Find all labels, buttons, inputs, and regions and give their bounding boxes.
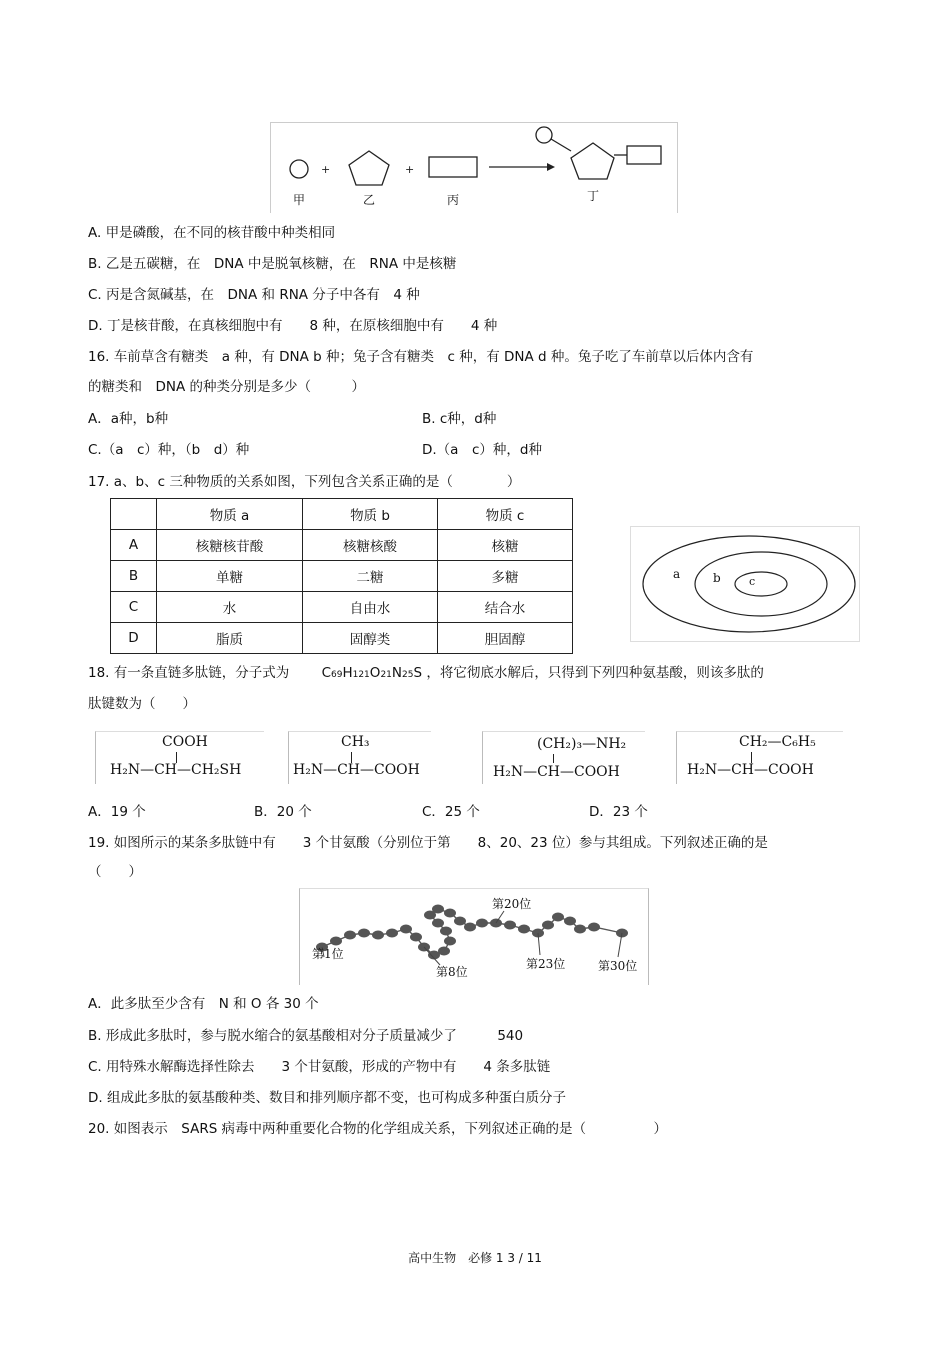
amino-acid-bead — [432, 905, 444, 914]
table-row — [111, 592, 573, 623]
nested-ellipse-diagram — [631, 527, 859, 641]
molecular-formula — [322, 665, 427, 681]
polypeptide-figure — [299, 888, 649, 985]
table-cell: 脂质 — [157, 623, 303, 654]
q17-stem: 17. a、b、c 三种物质的关系如图，下列包含关系正确的是（ ） — [88, 474, 521, 490]
q18-stem-pre: 18. 有一条直链多肽链，分子式为 — [88, 665, 290, 681]
amino-acid-bead — [518, 925, 530, 934]
chain-label-pos30: 第30位 — [598, 959, 638, 973]
formula-element: H — [342, 665, 353, 681]
table-header-cell: 物质 b — [303, 499, 438, 530]
nucleotide-figure — [270, 122, 678, 213]
table-cell: 核糖核酸 — [303, 530, 438, 561]
table-row — [111, 530, 573, 561]
amino-acid-bead — [552, 913, 564, 922]
amino-acid-bead — [386, 929, 398, 938]
formula-element: S — [413, 665, 423, 681]
chain-label-pos8: 第8位 — [436, 965, 468, 979]
table-cell: 水 — [157, 592, 303, 623]
formula-count: 121 — [352, 670, 370, 680]
q18-stem-line2: 肽键数为（ ） — [88, 696, 196, 712]
polypeptide-chain — [300, 889, 648, 985]
amino-acid-cysteine — [95, 731, 264, 784]
amino-acid-phenylalanine — [676, 731, 843, 784]
q18-option-c: C．25 个 — [422, 804, 480, 820]
table-row — [111, 623, 573, 654]
formula-element: C — [321, 665, 331, 681]
q19-option-b: B. 形成此多肽时，参与脱水缩合的氨基酸相对分子质量减少了 540 — [88, 1028, 524, 1044]
amino-acid-bead — [574, 925, 586, 934]
amino-acid-bead — [400, 925, 412, 934]
table-row — [111, 561, 573, 592]
q15-option-c: C. 丙是含氮碱基，在 DNA 和 RNA 分子中各有 4 种 — [88, 287, 420, 303]
chain-label-pos20: 第20位 — [492, 897, 532, 911]
table-cell: 二糖 — [303, 561, 438, 592]
amino-acid-bead — [542, 921, 554, 930]
q19-stem-line1: 19. 如图所示的某条多肽链中有 3 个甘氨酸（分别位于第 8、20、23 位）参与其组成。下列叙述正确的是 — [88, 835, 768, 851]
amino-acid-bottom: H₂N—CH—COOH — [293, 762, 420, 778]
q19-option-d: D. 组成此多肽的氨基酸种类、数目和排列顺序都不变，也可构成多种蛋白质分子 — [88, 1090, 566, 1106]
nucleotide-diagram — [271, 123, 677, 213]
svg-text:+: + — [321, 163, 331, 176]
nested-ellipse-figure — [630, 526, 860, 642]
amino-acid-bead — [344, 931, 356, 940]
table-cell: B — [111, 561, 157, 592]
amino-acid-bottom: H₂N—CH—CH₂SH — [110, 762, 242, 778]
svg-text:+: + — [405, 163, 415, 176]
table-header-cell: 物质 c — [438, 499, 573, 530]
q15-option-d: D. 丁是核苷酸，在真核细胞中有 8 种，在原核细胞中有 4 种 — [88, 318, 498, 334]
q16-option-a: A．a种，b种 — [88, 411, 169, 427]
amino-acid-top: CH₂—C₆H₅ — [739, 734, 816, 750]
chain-label-pos23: 第23位 — [526, 957, 566, 971]
amino-acid-top: (CH₂)₃—NH₂ — [537, 736, 627, 752]
amino-acid-top: CH₃ — [341, 734, 370, 750]
ellipse-label-c: c — [749, 575, 756, 588]
table-header-cell — [111, 499, 157, 530]
amino-acid-bead — [432, 919, 444, 928]
label-jia: 甲 — [293, 193, 306, 207]
amino-acid-bead — [504, 921, 516, 930]
amino-acid-bead — [438, 947, 450, 956]
page-footer: 高中生物 必修 1 3 / 11 — [408, 1251, 542, 1265]
table-cell: 核糖 — [438, 530, 573, 561]
amino-acid-bead — [372, 931, 384, 940]
formula-count: 21 — [380, 670, 392, 680]
table-cell: 核糖核苷酸 — [157, 530, 303, 561]
q16-stem-line2: 的糖类和 DNA 的种类分别是多少（ ） — [88, 379, 366, 395]
formula-count: 25 — [402, 670, 414, 680]
formula-count: 69 — [331, 670, 343, 680]
amino-acid-bead — [410, 933, 422, 942]
amino-acid-bead — [476, 919, 488, 928]
ellipse-label-a: a — [673, 567, 681, 581]
label-ding: 丁 — [587, 189, 600, 203]
bond-vertical — [553, 754, 554, 763]
q15-option-b: B. 乙是五碳糖，在 DNA 中是脱氧核糖，在 RNA 中是核糖 — [88, 256, 457, 272]
q18-option-d: D．23 个 — [589, 804, 648, 820]
q18-stem-post: ，将它彻底水解后，只得到下列四种氨基酸，则该多肽的 — [426, 665, 764, 681]
q18-option-a: A．19 个 — [88, 804, 146, 820]
q19-stem-line2: （ ） — [88, 864, 142, 880]
q18-stem-line1 — [88, 663, 764, 685]
table-cell: 胆固醇 — [438, 623, 573, 654]
table-cell: 结合水 — [438, 592, 573, 623]
q16-option-b: B. c种，d种 — [422, 411, 497, 427]
amino-acid-bead — [564, 917, 576, 926]
amino-acid-bead — [444, 909, 456, 918]
table-cell: C — [111, 592, 157, 623]
q15-option-a: A. 甲是磷酸，在不同的核苷酸中种类相同 — [88, 225, 336, 241]
chain-label-pos1: 第1位 — [312, 947, 344, 961]
table-cell: A — [111, 530, 157, 561]
table-header-cell: 物质 a — [157, 499, 303, 530]
formula-element: O — [369, 665, 381, 681]
amino-acid-bead — [454, 917, 466, 926]
label-bing: 丙 — [447, 193, 460, 207]
amino-acid-top: COOH — [162, 734, 208, 750]
ellipse-label-b: b — [713, 571, 721, 585]
amino-acid-bead — [588, 923, 600, 932]
amino-acid-alanine — [288, 731, 431, 784]
table-cell: 自由水 — [303, 592, 438, 623]
table-cell: D — [111, 623, 157, 654]
table-cell: 多糖 — [438, 561, 573, 592]
q19-option-a: A．此多肽至少含有 N 和 O 各 30 个 — [88, 996, 319, 1012]
q18-option-b: B．20 个 — [254, 804, 312, 820]
amino-acid-bottom: H₂N—CH—COOH — [493, 764, 620, 780]
table-header-row — [111, 499, 573, 530]
amino-acid-bead — [440, 927, 452, 936]
q17-table — [110, 498, 573, 654]
q16-stem-line1: 16. 车前草含有糖类 a 种，有 DNA b 种；兔子含有糖类 c 种，有 DNA d 种。兔子吃了车前草以后体内含有 — [88, 349, 754, 365]
q16-option-c: C.（a c）种，（b d）种 — [88, 442, 250, 458]
q16-option-d: D.（a c）种，d种 — [422, 442, 542, 458]
table-cell: 单糖 — [157, 561, 303, 592]
amino-acid-bead — [358, 929, 370, 938]
table-cell: 固醇类 — [303, 623, 438, 654]
label-yi: 乙 — [363, 193, 376, 207]
amino-acid-bottom: H₂N—CH—COOH — [687, 762, 814, 778]
q19-option-c: C. 用特殊水解酶选择性除去 3 个甘氨酸，形成的产物中有 4 条多肽链 — [88, 1059, 551, 1075]
q20-stem: 20. 如图表示 SARS 病毒中两种重要化合物的化学组成关系，下列叙述正确的是（ ） — [88, 1121, 668, 1137]
amino-acid-lysine — [482, 731, 645, 784]
amino-acid-bead — [464, 923, 476, 932]
amino-acid-bead — [444, 937, 456, 946]
formula-element: N — [391, 665, 402, 681]
